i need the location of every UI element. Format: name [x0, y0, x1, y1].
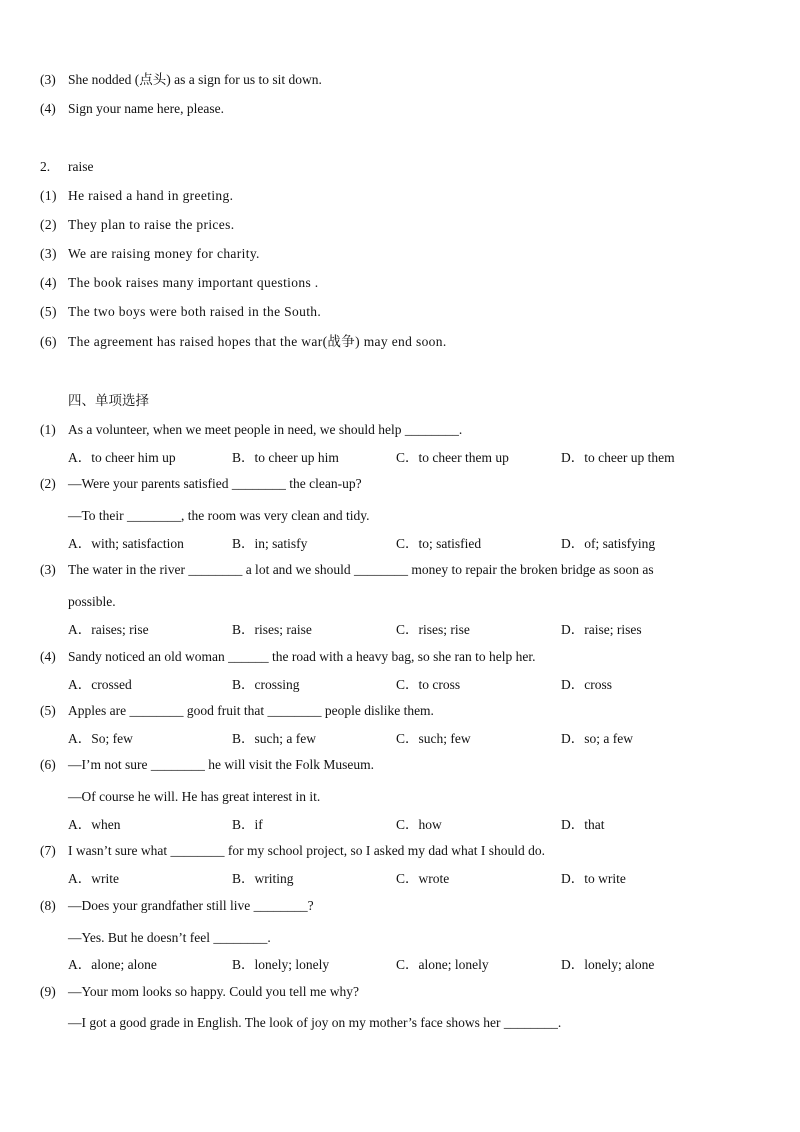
q2-option-c[interactable]: C．to; satisfied	[396, 536, 482, 551]
q7-option-d[interactable]: D．to write	[561, 871, 626, 886]
example-text: He raised a hand in greeting.	[68, 188, 234, 203]
question-number: (8)	[40, 898, 56, 913]
question-number: (1)	[40, 422, 56, 437]
q2-option-d[interactable]: D．of; satisfying	[561, 536, 656, 551]
q7-option-a[interactable]: A．write	[68, 871, 119, 886]
q6-option-d[interactable]: D．that	[561, 817, 605, 832]
example-number: (3)	[40, 246, 57, 261]
q6-option-b[interactable]: B．if	[232, 817, 263, 832]
q8-option-d[interactable]: D．lonely; alone	[561, 957, 655, 972]
question-stem: As a volunteer, when we meet people in need, we should help ________.	[68, 422, 463, 437]
question-stem: —Does your grandfather still live ________?	[68, 898, 314, 913]
q1-option-d[interactable]: D．to cheer up them	[561, 450, 675, 465]
q3-option-c[interactable]: C．rises; rise	[396, 622, 470, 637]
q4-option-c[interactable]: C．to cross	[396, 677, 461, 692]
question-number: (3)	[40, 562, 56, 577]
question-6-line-2: —Of course he will. He has great interest in it.	[68, 789, 321, 804]
q7-option-b[interactable]: B．writing	[232, 871, 294, 886]
q3-option-a[interactable]: A．raises; rise	[68, 622, 149, 637]
question-number: (7)	[40, 843, 56, 858]
question-number: (6)	[40, 757, 56, 772]
q3-option-d[interactable]: D．raise; rises	[561, 622, 642, 637]
question-number: (5)	[40, 703, 56, 718]
q8-option-a[interactable]: A．alone; alone	[68, 957, 157, 972]
q7-option-c[interactable]: C．wrote	[396, 871, 450, 886]
q5-option-b[interactable]: B．such; a few	[232, 731, 316, 746]
q4-option-d[interactable]: D．cross	[561, 677, 612, 692]
example-text: She nodded (点头) as a sign for us to sit down.	[68, 72, 322, 87]
q1-option-c[interactable]: C．to cheer them up	[396, 450, 509, 465]
q4-option-b[interactable]: B．crossing	[232, 677, 300, 692]
example-text: The agreement has raised hopes that the war(战争) may end soon.	[68, 334, 447, 349]
question-3-line-2: possible.	[68, 594, 116, 609]
q6-option-a[interactable]: A．when	[68, 817, 121, 832]
example-text: The book raises many important questions .	[68, 275, 319, 290]
example-text: We are raising money for charity.	[68, 246, 260, 261]
question-stem: —Your mom looks so happy. Could you tell me why?	[68, 984, 360, 999]
question-stem: —I’m not sure ________ he will visit the Folk Museum.	[68, 757, 374, 772]
question-stem: —Were your parents satisfied ________ the clean-up?	[68, 476, 362, 491]
q1-option-a[interactable]: A．to cheer him up	[68, 450, 176, 465]
example-text: They plan to raise the prices.	[68, 217, 235, 232]
q6-option-c[interactable]: C．how	[396, 817, 442, 832]
section-title: 四、单项选择	[68, 393, 149, 408]
question-stem: Apples are ________ good fruit that ________ people dislike them.	[68, 703, 434, 718]
example-number: (4)	[40, 101, 56, 116]
example-text: The two boys were both raised in the South.	[68, 304, 322, 319]
question-number: (4)	[40, 649, 56, 664]
question-8-line-2: —Yes. But he doesn’t feel ________.	[68, 930, 271, 945]
q8-option-c[interactable]: C．alone; lonely	[396, 957, 489, 972]
q3-option-b[interactable]: B．rises; raise	[232, 622, 312, 637]
question-stem: Sandy noticed an old woman ______ the road with a heavy bag, so she ran to help her.	[68, 649, 536, 664]
example-number: (1)	[40, 188, 57, 203]
question-stem: I wasn’t sure what ________ for my school project, so I asked my dad what I should do.	[68, 843, 546, 858]
heading-number: 2.	[40, 159, 51, 174]
example-number: (5)	[40, 304, 57, 319]
example-number: (6)	[40, 334, 57, 349]
example-number: (4)	[40, 275, 57, 290]
question-2-line-2: —To their ________, the room was very clean and tidy.	[68, 508, 370, 523]
example-number: (2)	[40, 217, 57, 232]
q1-option-b[interactable]: B．to cheer up him	[232, 450, 339, 465]
question-9-line-2: —I got a good grade in English. The look of joy on my mother’s face shows her ________.	[68, 1015, 562, 1030]
q8-option-b[interactable]: B．lonely; lonely	[232, 957, 330, 972]
question-number: (2)	[40, 476, 56, 491]
example-text: Sign your name here, please.	[68, 101, 224, 116]
question-number: (9)	[40, 984, 56, 999]
q5-option-c[interactable]: C．such; few	[396, 731, 471, 746]
heading-word: raise	[68, 159, 94, 174]
q2-option-a[interactable]: A．with; satisfaction	[68, 536, 184, 551]
q4-option-a[interactable]: A．crossed	[68, 677, 132, 692]
q5-option-d[interactable]: D．so; a few	[561, 731, 633, 746]
question-stem: The water in the river ________ a lot and we should ________ money to repair the broken bridge as soon as	[68, 562, 654, 577]
q2-option-b[interactable]: B．in; satisfy	[232, 536, 308, 551]
q5-option-a[interactable]: A．So; few	[68, 731, 133, 746]
example-number: (3)	[40, 72, 56, 87]
